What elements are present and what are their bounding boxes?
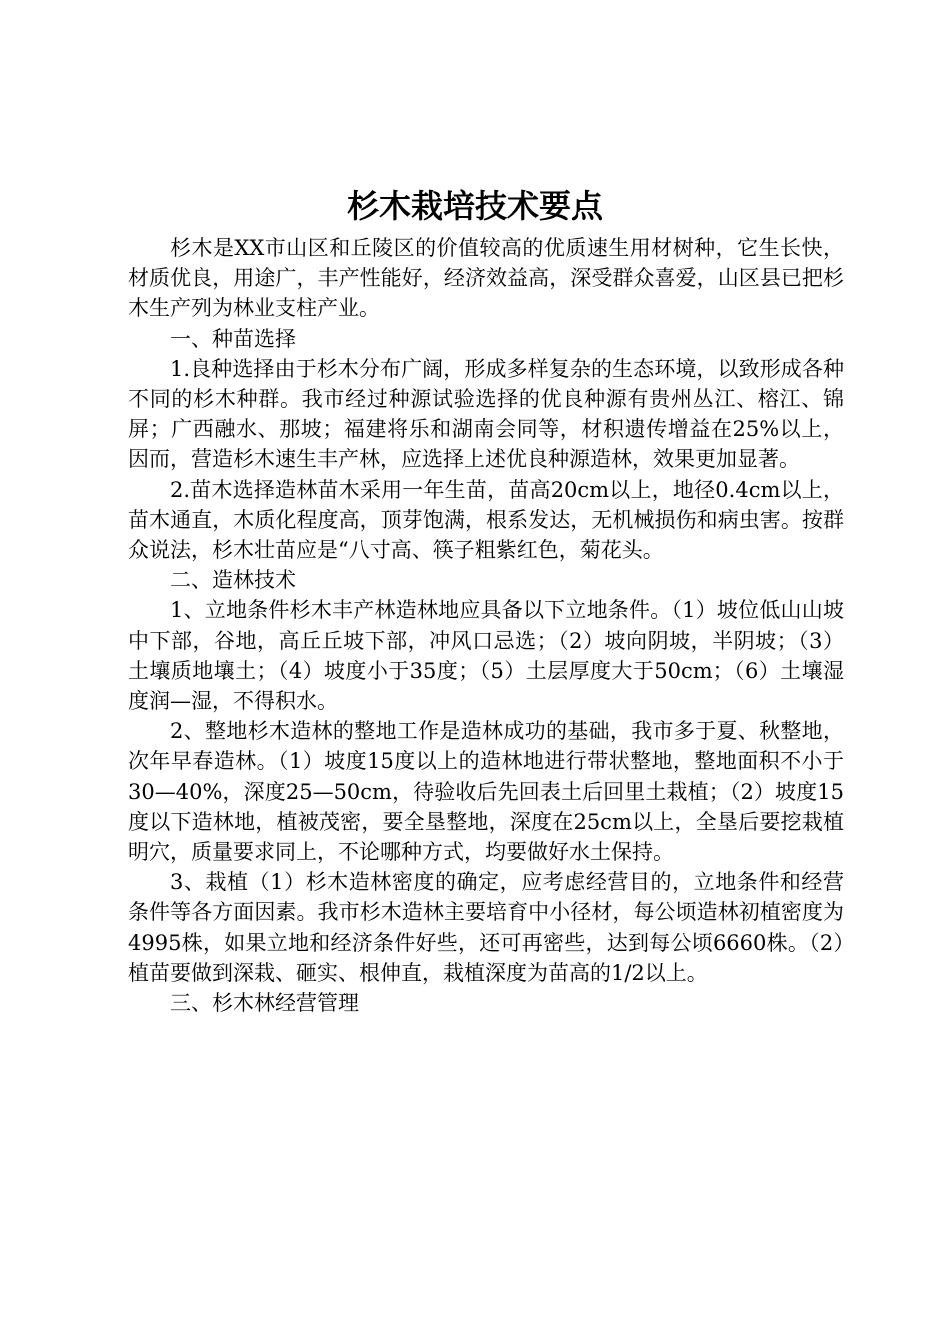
- paragraph-planting: 3、栽植（1）杉木造林密度的确定，应考虑经营目的，立地条件和经营条件等各方面因素。我市杉木造林主要培育中小径材，每公顷造林初植密度为4995株，如果立地和经济条件好些，还可再密些，达到每公顷6660株。（2）植苗要做到深栽、砸实、根伸直，栽植深度为苗高的1/2以上。: [128, 870, 844, 985]
- section-heading-forest-management: 三、杉木林经营管理: [170, 991, 359, 1016]
- section-heading-afforestation-technique: 二、造林技术: [170, 568, 296, 593]
- document-title: 杉木栽培技术要点: [346, 187, 603, 225]
- intro-paragraph: 杉木是XX市山区和丘陵区的价值较高的优质速生用材树种，它生长快，材质优良，用途广，丰产性能好，经济效益高，深受群众喜爱，山区县已把杉木生产列为林业支柱产业。: [128, 236, 844, 321]
- paragraph-seedling-selection: 2.苗木选择造林苗木采用一年生苗，苗高20cm以上，地径0.4cm以上，苗木通直，木质化程度高，顶芽饱满，根系发达，无机械损伤和病虫害。按群众说法，杉木壮苗应是“八寸高、筷子粗紫红色，菊花头。: [128, 477, 844, 563]
- paragraph-site-conditions: 1、立地条件杉木丰产林造林地应具备以下立地条件。（1）坡位低山山坡中下部，谷地，高丘丘坡下部，冲风口忌选；（2）坡向阴坡，半阴坡；（3）土壤质地壤土；（4）坡度小于35度；（5）土层厚度大于50cm；（6）土壤湿度润—湿，不得积水。: [128, 598, 844, 714]
- section-heading-seedling-selection: 一、种苗选择: [170, 326, 296, 351]
- paragraph-site-preparation: 2、整地杉木造林的整地工作是造林成功的基础，我市多于夏、秋整地，次年早春造林。（1）坡度15度以上的造林地进行带状整地，整地面积不小于30—40%，深度25—50cm，待验收后先回表土后回里土栽植；（2）坡度15度以下造林地，植被茂密，要全垦整地，深度在25cm以上，全垦后要挖栽植明穴，质量要求同上，不论哪种方式，均要做好水土保持。: [128, 719, 844, 865]
- paragraph-variety-selection: 1.良种选择由于杉木分布广阔，形成多样复杂的生态环境，以致形成各种不同的杉木种群。我市经过种源试验选择的优良种源有贵州丛江、榕江、锦屏；广西融水、那坡；福建将乐和湖南会同等，材积遗传增益在25%以上，因而，营造杉木速生丰产林，应选择上述优良种源造林，效果更加显著。: [128, 356, 844, 472]
- document-body: [128, 233, 844, 1018]
